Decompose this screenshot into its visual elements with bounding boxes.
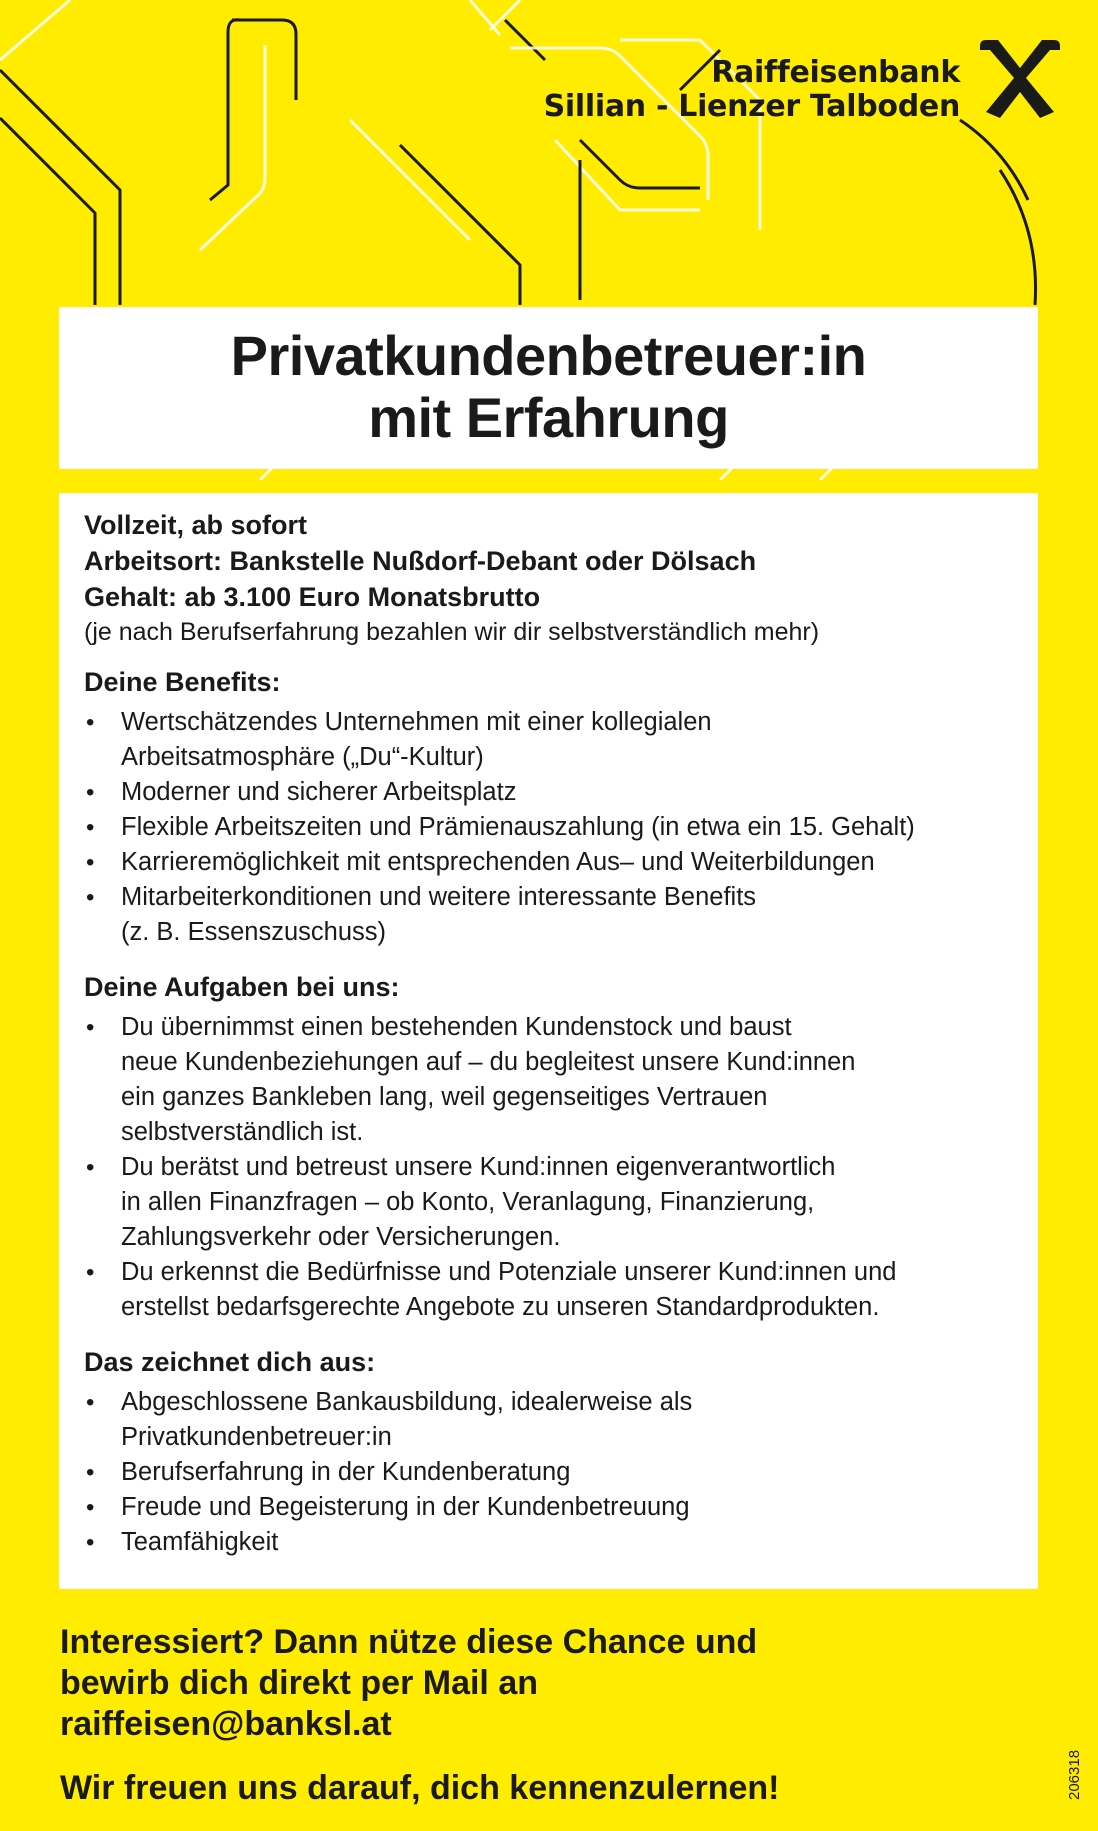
list-item (84, 1010, 1012, 1150)
list-item (84, 1490, 1012, 1525)
job-title (59, 307, 1038, 449)
list-item (84, 775, 1012, 810)
bank-name-line1: Raiffeisenbank (711, 55, 960, 90)
section-heading: Deine Benefits: (84, 667, 281, 697)
section-list (84, 1010, 1012, 1325)
list-item-text: neue Kundenbeziehungen auf – du begleitest unsere Kund:innen (121, 1048, 856, 1076)
call-to-action (60, 1622, 1000, 1745)
section-list (84, 1385, 1012, 1560)
list-item (84, 1255, 1012, 1325)
bank-name (544, 56, 960, 124)
bullet-icon: • (86, 849, 95, 876)
job-title-box (59, 307, 1038, 469)
list-item (84, 705, 1012, 775)
job-details-box (59, 493, 1038, 1589)
list-item (84, 1150, 1012, 1255)
cta-line2: bewirb dich direkt per Mail an (60, 1664, 538, 1702)
list-item (84, 1525, 1012, 1560)
list-item (84, 1455, 1012, 1490)
bullet-icon: • (86, 1529, 95, 1556)
list-item-text: Du erkennst die Bedürfnisse und Potenziale unserer Kund:innen und (121, 1258, 897, 1286)
section-heading: Das zeichnet dich aus: (84, 1347, 376, 1377)
list-item-text: Mitarbeiterkonditionen und weitere interessante Benefits (121, 883, 757, 911)
job-title-line1: Privatkundenbetreuer:in (230, 324, 867, 387)
list-item-text: selbstverständlich ist. (121, 1118, 364, 1146)
list-item-text: Privatkundenbetreuer:in (121, 1423, 392, 1451)
list-item-text: ein ganzes Bankleben lang, weil gegenseitiges Vertrauen (121, 1083, 768, 1111)
salary: Gehalt: ab 3.100 Euro Monatsbrutto (84, 582, 541, 612)
bullet-icon: • (86, 1014, 95, 1041)
bullet-icon: • (86, 1154, 95, 1181)
list-item (84, 845, 1012, 880)
section-list (84, 705, 1012, 950)
bullet-icon: • (86, 709, 95, 736)
list-item-text: Du übernimmst einen bestehenden Kundenstock und baust (121, 1013, 792, 1041)
list-item-text: Flexible Arbeitszeiten und Prämienauszahlung (in etwa ein 15. Gehalt) (121, 813, 915, 841)
job-title-line2: mit Erfahrung (368, 386, 729, 449)
list-item-text: Zahlungsverkehr oder Versicherungen. (121, 1223, 561, 1251)
bullet-icon: • (86, 1259, 95, 1286)
cta-line1: Interessiert? Dann nütze diese Chance und (60, 1623, 758, 1661)
work-location: Arbeitsort: Bankstelle Nußdorf-Debant oder Dölsach (84, 546, 757, 576)
bullet-icon: • (86, 779, 95, 806)
list-item-text: Berufserfahrung in der Kundenberatung (121, 1458, 571, 1486)
list-item-text: erstellst bedarfsgerechte Angebote zu unseren Standardprodukten. (121, 1293, 880, 1321)
list-item-text: Karrieremöglichkeit mit entsprechenden Aus– und Weiterbildungen (121, 848, 875, 876)
bullet-icon: • (86, 884, 95, 911)
salary-note: (je nach Berufserfahrung bezahlen wir dir selbstverständlich mehr) (84, 618, 820, 646)
reference-number: 206318 (1066, 1749, 1083, 1800)
list-item-text: Teamfähigkeit (121, 1528, 279, 1556)
bullet-icon: • (86, 1459, 95, 1486)
raiffeisen-gable-cross-logo-icon (978, 36, 1062, 120)
list-item-text: Du berätst und betreust unsere Kund:innen eigenverantwortlich (121, 1153, 836, 1181)
job-sections (84, 665, 1012, 1560)
bullet-icon: • (86, 1389, 95, 1416)
employment-type: Vollzeit, ab sofort (84, 510, 308, 540)
closing-line: Wir freuen uns darauf, dich kennenzulernen! (60, 1769, 780, 1807)
contact-email[interactable]: raiffeisen@banksl.at (60, 1705, 392, 1743)
list-item-text: Moderner und sicherer Arbeitsplatz (121, 778, 517, 806)
list-item-text: Abgeschlossene Bankausbildung, idealerweise als (121, 1388, 693, 1416)
list-item (84, 880, 1012, 950)
list-item-text: (z. B. Essenszuschuss) (121, 918, 386, 946)
bullet-icon: • (86, 814, 95, 841)
list-item (84, 1385, 1012, 1455)
bullet-icon: • (86, 1494, 95, 1521)
bank-name-line2: Sillian - Lienzer Talboden (543, 89, 960, 124)
list-item (84, 810, 1012, 845)
list-item-text: Freude und Begeisterung in der Kundenbetreuung (121, 1493, 690, 1521)
list-item-text: Arbeitsatmosphäre („Du“-Kultur) (121, 743, 484, 771)
section-heading: Deine Aufgaben bei uns: (84, 972, 400, 1002)
list-item-text: Wertschätzendes Unternehmen mit einer kollegialen (121, 708, 712, 736)
list-item-text: in allen Finanzfragen – ob Konto, Veranlagung, Finanzierung, (121, 1188, 815, 1216)
